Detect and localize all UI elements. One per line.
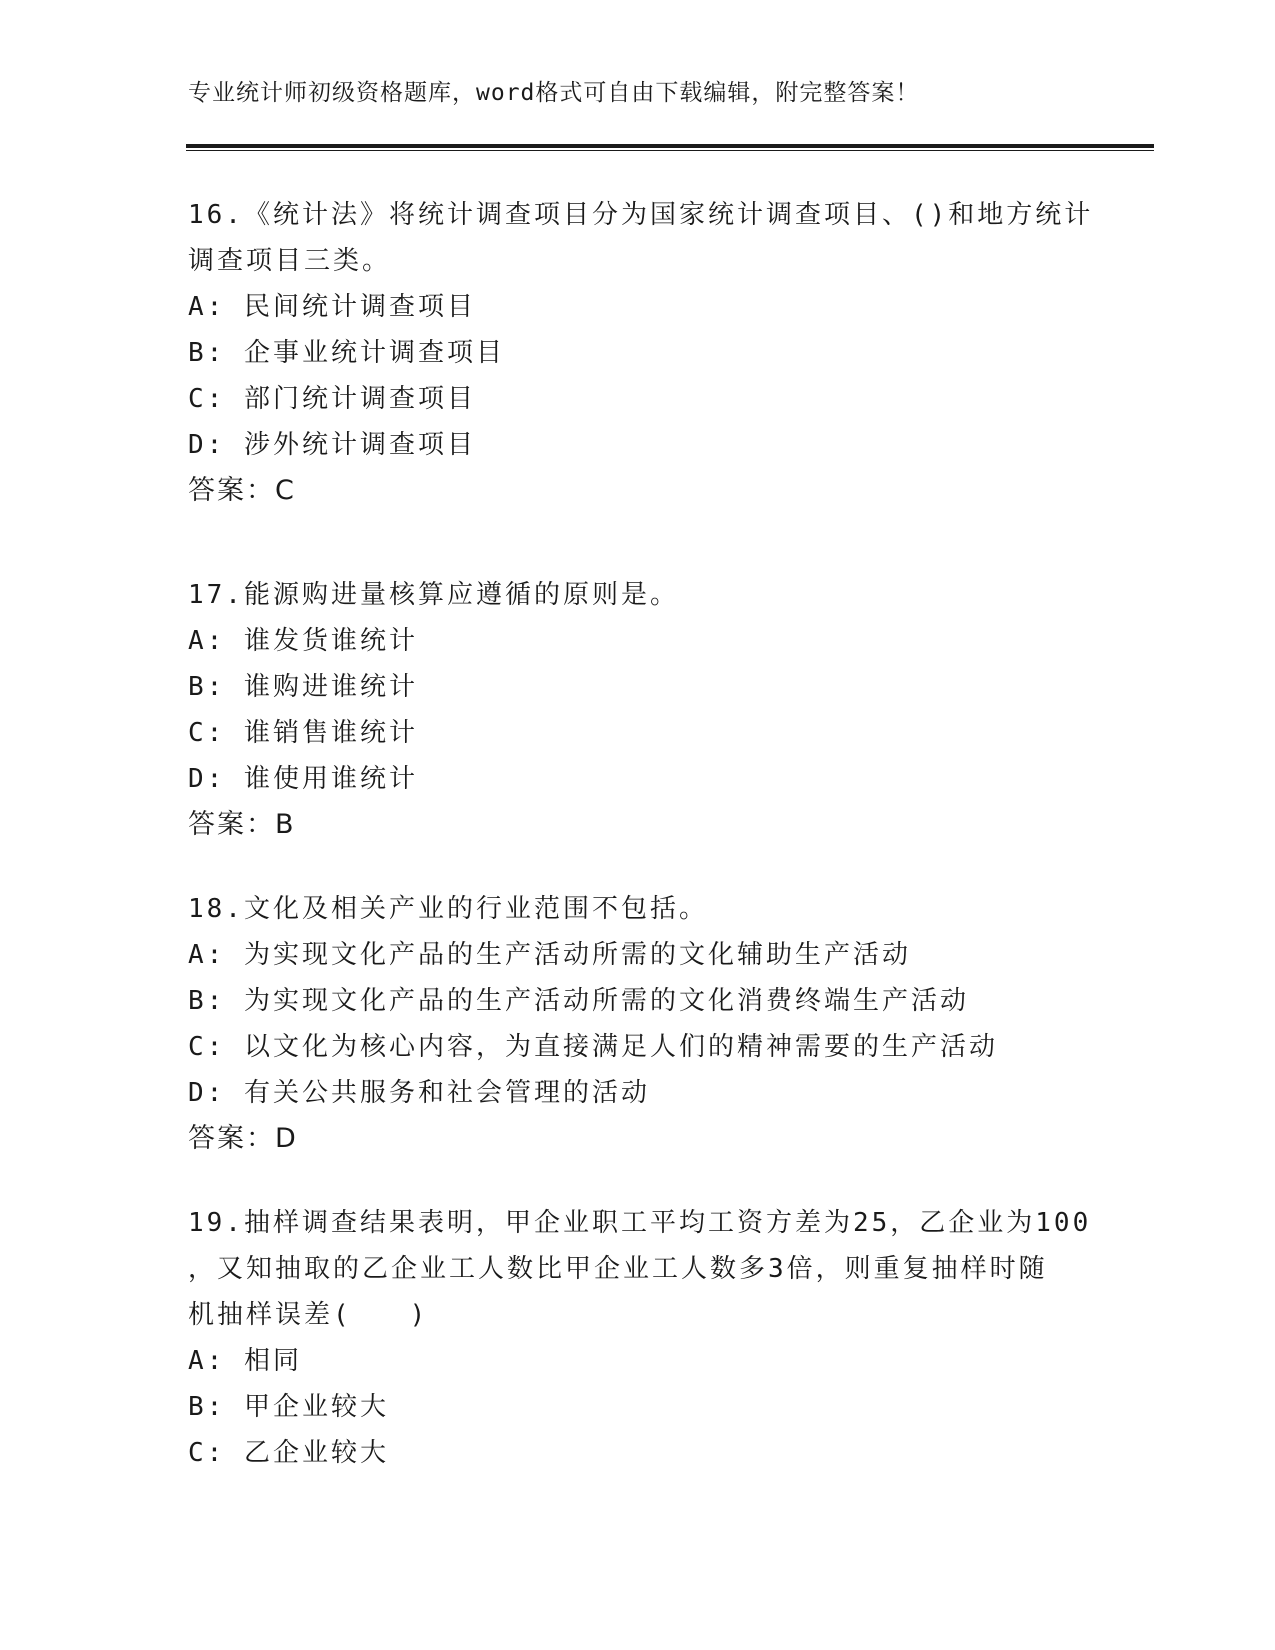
option-a: A: 相同 [188,1346,302,1376]
question-18 [188,886,1088,1162]
question-19 [188,1200,1092,1476]
option-d: D: 有关公共服务和社会管理的活动 [188,1078,650,1108]
header-rule-thin [186,150,1154,151]
option-b: B: 谁购进谁统计 [188,672,418,702]
option-c: C: 部门统计调查项目 [188,384,476,414]
option-b: B: 企事业统计调查项目 [188,338,505,368]
answer-line: 答案：C [188,475,296,506]
question-stem-line: 调查项目三类。 [188,246,392,276]
page-header: 专业统计师初级资格题库，word格式可自由下载编辑，附完整答案！ [188,80,920,106]
option-c: C: 谁销售谁统计 [188,718,418,748]
question-stem-line: 17.能源购进量核算应遵循的原则是。 [188,580,679,610]
answer-line: 答案：B [188,809,296,840]
option-b: B: 为实现文化产品的生产活动所需的文化消费终端生产活动 [188,986,969,1016]
option-a: A: 谁发货谁统计 [188,626,418,656]
answer-line: 答案：D [188,1123,298,1154]
question-stem-line: 18.文化及相关产业的行业范围不包括。 [188,894,708,924]
question-16 [188,192,1094,514]
option-d: D: 谁使用谁统计 [188,764,418,794]
question-stem-line: 机抽样误差( ) [188,1300,429,1330]
option-c: C: 以文化为核心内容，为直接满足人们的精神需要的生产活动 [188,1032,998,1062]
header-rule-thick [186,144,1154,148]
option-a: A: 为实现文化产品的生产活动所需的文化辅助生产活动 [188,940,911,970]
question-stem-line: 16.《统计法》将统计调查项目分为国家统计调查项目、()和地方统计 [188,200,1094,230]
question-stem-line: 19.抽样调查结果表明，甲企业职工平均工资方差为25，乙企业为100 [188,1208,1092,1238]
question-stem-line: ，又知抽取的乙企业工人数比甲企业工人数多3倍，则重复抽样时随 [188,1254,1048,1284]
option-a: A: 民间统计调查项目 [188,292,476,322]
option-c: C: 乙企业较大 [188,1438,389,1468]
option-b: B: 甲企业较大 [188,1392,389,1422]
question-17 [188,572,1088,848]
option-d: D: 涉外统计调查项目 [188,430,476,460]
